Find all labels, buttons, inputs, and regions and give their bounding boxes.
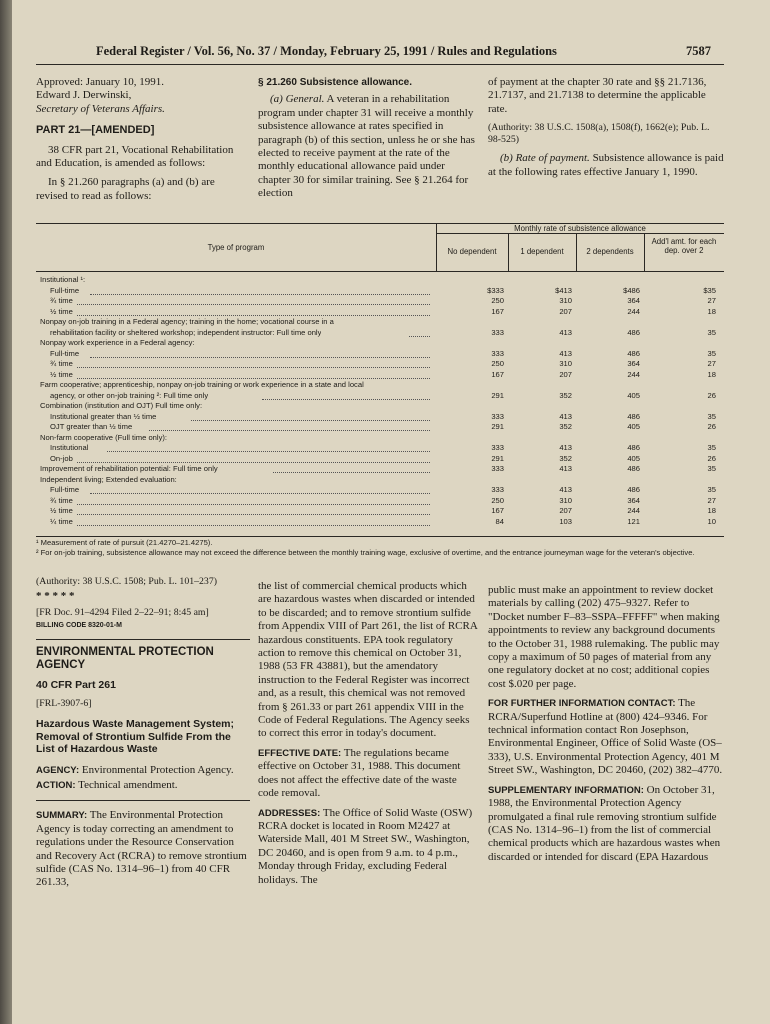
- election-continuation: of payment at the chapter 30 rate and §§ 21.7136, 21.7137, and 21.7138 to determine the applicable rate.: [488, 76, 707, 115]
- monthly-rate-header: Monthly rate of subsistence allowance: [514, 224, 646, 233]
- leader-dots: [77, 370, 430, 379]
- agency-label: AGENCY:: [36, 764, 80, 776]
- general-text: A veteran in a rehabilitation program under chapter 31 will receive a monthly subsistence allowance at rates specified in paragraph (b) of this section, unless he or she has elected to receive payment at the rate of the monthly educational allowance paid under chapter 30 for similar training. See § 21.264 for election: [258, 93, 475, 200]
- row-label: Institutional ¹:: [40, 275, 86, 284]
- rate-cell: 27: [707, 359, 716, 368]
- rate-cell: 310: [559, 495, 572, 505]
- upper-column-2: [258, 76, 478, 207]
- approved-line: Approved: January 10, 1991.: [36, 76, 165, 88]
- authority-line: (Authority: 38 U.S.C. 1508; Pub. L. 101–237): [36, 576, 217, 587]
- table-row: [36, 433, 724, 444]
- row-label: Full-time: [50, 485, 80, 494]
- row-label: ½ time: [50, 306, 73, 316]
- fr-doc-line: [FR Doc. 91–4294 Filed 2–22–91; 8:45 am]: [36, 607, 209, 619]
- lower-column-1: [36, 576, 250, 896]
- table-row: [36, 412, 724, 423]
- rate-cell: 405: [627, 422, 640, 431]
- table-footnote-1: ¹ Measurement of rate of pursuit (21.4270–21.4275).: [36, 538, 213, 547]
- summary-label: SUMMARY:: [36, 810, 88, 822]
- rate-cell: 10: [707, 516, 716, 526]
- summary-rule: [36, 800, 250, 801]
- rate-cell: 26: [707, 390, 716, 400]
- rate-cell: 352: [559, 390, 572, 400]
- leader-dots: [77, 307, 430, 316]
- rate-cell: $413: [555, 285, 572, 295]
- table-row: [36, 496, 724, 507]
- rate-cell: 291: [491, 422, 504, 431]
- section-heading: § 21.260 Subsistence allowance.: [258, 77, 412, 88]
- rate-cell: 413: [559, 464, 572, 473]
- table-row: [36, 475, 724, 486]
- rate-cell: 364: [627, 359, 640, 368]
- rate-cell: 103: [559, 516, 572, 526]
- contact-field: [488, 697, 724, 777]
- leader-dots: [262, 391, 430, 400]
- revise-paragraph: In § 21.260 paragraphs (a) and (b) are revised to read as follows:: [36, 176, 215, 202]
- lower-column-2: [258, 580, 480, 893]
- row-label: Nonpay work experience in a Federal agency:: [40, 338, 195, 347]
- rate-cell: 250: [491, 296, 504, 305]
- rate-cell: 35: [707, 443, 716, 452]
- authority-citation: (Authority: 38 U.S.C. 1508(a), 1508(f), 1662(e); Pub. L. 98-525): [488, 122, 710, 146]
- upper-column-1: [36, 76, 248, 209]
- effective-date-field: [258, 747, 480, 801]
- rate-cell: 352: [559, 422, 572, 431]
- row-label: Institutional: [50, 443, 89, 452]
- effective-date-label: EFFECTIVE DATE:: [258, 747, 342, 759]
- rate-cell: 35: [707, 348, 716, 358]
- rate-cell: 84: [495, 516, 504, 526]
- section-rule: [36, 639, 250, 640]
- rate-cell: 405: [627, 453, 640, 463]
- general-label: (a) General.: [270, 93, 325, 106]
- action-value: Technical amendment.: [78, 778, 178, 791]
- summary-text: The Environmental Protection Agency is today correcting an amendment to regulations under the Resource Conservation and Recovery Act (RCRA) to remove strontium sulfide (CAS No. 1314–96–1) from 40 CFR 261.33,: [36, 809, 247, 889]
- row-label: Independent living; Extended evaluation:: [40, 474, 177, 484]
- table-row: [36, 296, 724, 307]
- contact-text: The RCRA/Superfund Hotline at (800) 424–9346. For technical information contact Ron Josephson, Environmental Engineer, Office of Solid Waste (OS–333), U.S. Environmental Protection Agency, 401 M Street SW., Washington, DC 20460, (202) 382–4770.: [488, 697, 723, 777]
- header-rule: [36, 64, 724, 65]
- type-of-program-header: Type of program: [207, 243, 265, 252]
- rate-cell: 486: [627, 348, 640, 358]
- general-paragraph: [258, 93, 478, 200]
- rate-cell: 364: [627, 296, 640, 305]
- rule-title: Hazardous Waste Management System; Removal of Strontium Sulfide From the List of Hazardous Waste: [36, 718, 234, 756]
- rate-cell: 207: [559, 306, 572, 316]
- agency-field: [36, 764, 250, 777]
- leader-dots: [77, 496, 430, 505]
- rate-cell: 333: [491, 464, 504, 473]
- rate-cell: 18: [707, 506, 716, 515]
- subsistence-rate-table: [36, 223, 724, 538]
- rate-cell: 310: [559, 296, 572, 305]
- rate-cell: 413: [559, 485, 572, 494]
- leader-dots: [149, 422, 430, 431]
- rate-cell: $486: [623, 285, 640, 295]
- row-label: ½ time: [50, 506, 73, 515]
- effective-date-text: The regulations became effective on October 31, 1988. This document does not affect the effective date of the waste code removal.: [258, 746, 461, 800]
- rate-cell: 27: [707, 296, 716, 305]
- rate-label: (b) Rate of payment.: [500, 152, 590, 165]
- leader-dots: [409, 328, 430, 337]
- table-row: [36, 391, 724, 402]
- summary-continuation: the list of commercial chemical products which are hazardous wastes when discarded or intended to be discarded; and to remove strontium sulfide from Appendix VIII of Part 261, the list of RCRA hazardous constituents. EPA took regulatory action to remove this chemical on October 31, 1988 (53 FR 43881), but the amendatory instruction to the Federal Register was incorrect and, as a result, this chemical was not removed from § 261.33 or part 261 appendix VIII in the Code of Federal Regulations. The Agency seeks to correct this error in today's document.: [258, 580, 478, 740]
- table-divider: [644, 233, 645, 271]
- rate-cell: 27: [707, 495, 716, 505]
- row-label: agency, or other on-job training ²: Full time only: [50, 390, 209, 400]
- rate-cell: 291: [491, 390, 504, 400]
- rate-cell: 207: [559, 369, 572, 379]
- rate-cell: 486: [627, 327, 640, 337]
- rate-cell: 18: [707, 369, 716, 379]
- row-label: rehabilitation facility or sheltered workshop; independent instructor: Full time only: [50, 327, 322, 337]
- leader-dots: [77, 296, 430, 305]
- table-row: [36, 380, 724, 391]
- rate-cell: 26: [707, 453, 716, 463]
- rate-cell: 486: [627, 411, 640, 421]
- lower-column-3: [488, 584, 724, 870]
- rate-cell: 364: [627, 495, 640, 505]
- supplementary-field: [488, 784, 724, 864]
- amend-paragraph: 38 CFR part 21, Vocational Rehabilitation and Education, is amended as follows:: [36, 143, 234, 170]
- cfr-part: 40 CFR Part 261: [36, 678, 116, 691]
- action-field: [36, 779, 250, 792]
- frl-number: [FRL-3907-6]: [36, 698, 92, 710]
- running-head-text: Federal Register / Vol. 56, No. 37 / Monday, February 25, 1991 / Rules and Regulations: [96, 44, 557, 58]
- rate-cell: 333: [491, 443, 504, 452]
- supplementary-text: On October 31, 1988, the Environmental Protection Agency promulgated a final rule removing strontium sulfide (CAS No. 1314–96–1) from the list of commercial chemical products which are hazardous wastes when discarded or intended for discard (EPA Hazardous: [488, 783, 721, 863]
- leader-dots: [191, 412, 430, 421]
- agency-value: Environmental Protection Agency.: [81, 763, 234, 776]
- rate-cell: 413: [559, 411, 572, 421]
- page-number: 7587: [686, 44, 711, 58]
- table-row: [36, 359, 724, 370]
- rate-cell: $333: [487, 285, 504, 295]
- table-row: [36, 370, 724, 381]
- omission-stars: * * * * *: [36, 590, 75, 602]
- table-row: [36, 485, 724, 496]
- rate-cell: 333: [491, 411, 504, 421]
- row-label: ¾ time: [50, 359, 73, 368]
- row-label: Improvement of rehabilitation potential: Full time only: [40, 464, 218, 473]
- rate-cell: 244: [627, 506, 640, 515]
- row-label: Full-time: [50, 285, 80, 295]
- rate-cell: 207: [559, 506, 572, 515]
- document-page: [12, 0, 770, 1024]
- table-row: [36, 454, 724, 465]
- row-label: On-job: [50, 453, 73, 463]
- rate-cell: 18: [707, 306, 716, 316]
- table-row: [36, 401, 724, 412]
- rate-cell: 35: [707, 485, 716, 494]
- table-row: [36, 506, 724, 517]
- table-row: [36, 307, 724, 318]
- rate-paragraph: [488, 152, 724, 179]
- page-gutter: [0, 0, 12, 1024]
- row-label: Non-farm cooperative (Full time only):: [40, 432, 168, 442]
- addresses-text: The Office of Solid Waste (OSW) RCRA docket is located in Room M2427 at Waterside Mall, 401 M Street SW., Washington, DC 20460, and is open from 9 a.m. to 4 p.m., Monday through Friday, excluding Federal holidays. The: [258, 806, 473, 886]
- col-1-dependent: 1 dependent: [520, 247, 564, 256]
- row-label: Full-time: [50, 348, 80, 358]
- action-label: ACTION:: [36, 779, 76, 791]
- supplementary-label: SUPPLEMENTARY INFORMATION:: [488, 784, 644, 796]
- rate-cell: 244: [627, 306, 640, 316]
- rate-cell: 35: [707, 411, 716, 421]
- table-row: [36, 328, 724, 339]
- row-label: Combination (institution and OJT) Full time only:: [40, 401, 203, 410]
- contact-label: FOR FURTHER INFORMATION CONTACT:: [488, 698, 676, 710]
- leader-dots: [90, 286, 430, 295]
- upper-column-3: [488, 76, 724, 185]
- rate-text: Subsistence allowance is paid at the following rates effective January 1, 1990.: [488, 152, 724, 178]
- rate-cell: 333: [491, 327, 504, 337]
- part-heading: PART 21—[AMENDED]: [36, 124, 155, 137]
- addresses-label: ADDRESSES:: [258, 807, 321, 819]
- leader-dots: [77, 506, 430, 515]
- table-row: [36, 317, 724, 328]
- leader-dots: [77, 359, 430, 368]
- leader-dots: [273, 464, 430, 473]
- row-label: Institutional greater than ½ time: [50, 411, 157, 421]
- row-label: ½ time: [50, 369, 73, 379]
- rate-cell: 413: [559, 443, 572, 452]
- leader-dots: [90, 349, 430, 358]
- rate-cell: 244: [627, 369, 640, 379]
- rate-cell: 291: [491, 453, 504, 463]
- leader-dots: [107, 443, 430, 452]
- summary-field: [36, 809, 250, 889]
- table-row: [36, 517, 724, 528]
- rate-cell: 413: [559, 348, 572, 358]
- row-label: Nonpay on-job training in a Federal agency; training in the home; vocational course in a: [40, 317, 334, 326]
- running-header: [96, 44, 711, 59]
- rate-cell: 121: [627, 516, 640, 526]
- rate-cell: 486: [627, 443, 640, 452]
- table-row: [36, 286, 724, 297]
- billing-code: BILLING CODE 8320-01-M: [36, 622, 122, 630]
- group-header-rule: [436, 233, 724, 234]
- col-2-dependents: 2 dependents: [586, 247, 634, 256]
- docket-paragraph: public must make an appointment to review docket materials by calling (202) 475–9327. Refer to "Docket number F–83–SSPA–FFFFF" when making appointments to review any background documents to the October 31, 1988 rulemaking. The public may copy a maximum of 50 pages of material from any one regulatory docket at no cost; additional copies cost $.020 per page.: [488, 584, 720, 690]
- rate-cell: 35: [707, 464, 716, 473]
- rate-cell: 405: [627, 390, 640, 400]
- header-bottom-rule: [36, 271, 724, 272]
- table-row: [36, 338, 724, 349]
- table-bottom-rule: [36, 536, 724, 537]
- rate-cell: 250: [491, 495, 504, 505]
- table-row: [36, 443, 724, 454]
- leader-dots: [77, 517, 430, 526]
- rate-cell: 486: [627, 464, 640, 473]
- rate-cell: 250: [491, 359, 504, 368]
- rate-cell: 167: [491, 306, 504, 316]
- rate-cell: 352: [559, 453, 572, 463]
- table-row: [36, 464, 724, 475]
- rate-cell: 26: [707, 422, 716, 431]
- rate-cell: 167: [491, 506, 504, 515]
- table-footnote-2: ² For on-job training, subsistence allowance may not exceed the difference between the monthly training wage, exclusive of overtime, and the entrance journeyman wage for the veteran's objective.: [36, 548, 695, 557]
- col-no-dependent: No dependent: [447, 247, 497, 256]
- agency-heading: ENVIRONMENTAL PROTECTION AGENCY: [36, 645, 214, 672]
- row-label: Farm cooperative; apprenticeship, nonpay on-job training or work experience in a state and local: [40, 380, 364, 389]
- signer-title: Secretary of Veterans Affairs.: [36, 102, 165, 115]
- row-label: ¾ time: [50, 495, 73, 505]
- rate-cell: 35: [707, 327, 716, 337]
- table-row: [36, 275, 724, 286]
- table-row: [36, 422, 724, 433]
- table-row: [36, 349, 724, 360]
- rate-cell: 310: [559, 359, 572, 368]
- leader-dots: [90, 485, 430, 494]
- rate-cell: 413: [559, 327, 572, 337]
- leader-dots: [77, 454, 430, 463]
- rate-cell: 486: [627, 485, 640, 494]
- rate-cell: 333: [491, 485, 504, 494]
- rate-cell: 167: [491, 369, 504, 379]
- row-label: OJT greater than ½ time: [50, 422, 133, 431]
- row-label: ¼ time: [50, 516, 73, 526]
- rate-cell: 333: [491, 348, 504, 358]
- addresses-field: [258, 807, 480, 887]
- signer-name: Edward J. Derwinski,: [36, 89, 132, 102]
- rate-cell: $35: [703, 285, 716, 295]
- row-label: ¾ time: [50, 296, 73, 305]
- col-additional-amount: Add'l amt. for each dep. over 2: [651, 237, 717, 255]
